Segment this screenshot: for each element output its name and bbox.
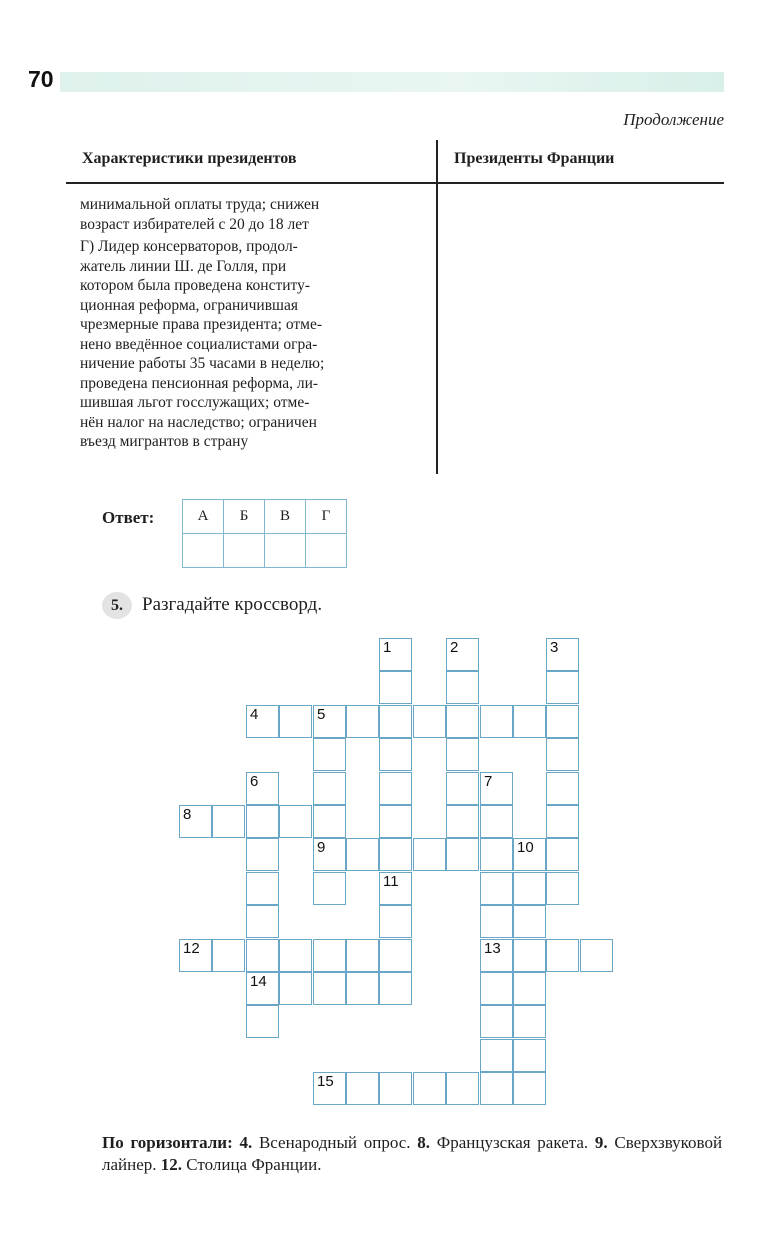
crossword-clue-number: 9 [317, 839, 326, 856]
text-line: проведена пенсионная реформа, ли- [80, 374, 319, 392]
crossword-cell[interactable] [279, 805, 312, 838]
text-line: жатель линии Ш. де Голля, при [80, 257, 287, 275]
text-line: нён налог на наследство; ограничен [80, 413, 317, 431]
crossword-cell[interactable] [480, 1039, 513, 1072]
crossword-cell[interactable] [546, 772, 579, 805]
crossword-cell[interactable] [212, 939, 245, 972]
continuation-label: Продолжение [623, 110, 724, 129]
crossword-clue-number: 8 [183, 806, 192, 823]
crossword-clue-number: 1 [383, 639, 392, 656]
crossword-cell[interactable] [446, 838, 479, 871]
crossword-cell[interactable] [480, 939, 513, 972]
table-header-rule [66, 182, 724, 184]
column-header-characteristics: Характеристики президентов [82, 150, 297, 167]
crossword-cell[interactable] [313, 838, 346, 871]
crossword-clue-number: 2 [450, 639, 459, 656]
crossword-cell[interactable] [480, 1005, 513, 1038]
crossword-cell[interactable] [413, 705, 446, 738]
text-line: возраст избирателей с 20 до 18 лет [80, 215, 309, 233]
clues-heading: По горизонтали: [102, 1133, 233, 1152]
clue-text: Сверхзвуковой лайнер. [102, 1133, 723, 1174]
text-line: ничение работы 35 часами в неделю; [80, 355, 325, 372]
crossword-cell[interactable] [313, 872, 346, 905]
crossword-cell[interactable] [313, 805, 346, 838]
crossword-cell[interactable] [513, 939, 546, 972]
answer-label: Ответ: [102, 508, 155, 527]
crossword-cell[interactable] [513, 905, 546, 938]
crossword-cell[interactable] [279, 972, 312, 1005]
crossword-cell[interactable] [313, 1072, 346, 1105]
text-line: котором была проведена конститу- [80, 277, 311, 294]
crossword-cell[interactable] [446, 638, 479, 671]
crossword-cell[interactable] [513, 1005, 546, 1038]
crossword-cell[interactable] [313, 705, 346, 738]
answer-cell-b[interactable] [224, 534, 265, 568]
answer-cell-g[interactable] [306, 534, 347, 568]
crossword-cell[interactable] [480, 905, 513, 938]
crossword-clue-number: 12 [183, 940, 200, 957]
crossword-cell[interactable] [446, 1072, 479, 1105]
answer-table [182, 499, 347, 568]
crossword-cell[interactable] [546, 671, 579, 704]
crossword-cell[interactable] [513, 872, 546, 905]
crossword-cell[interactable] [346, 1072, 379, 1105]
crossword-cell[interactable] [513, 838, 546, 871]
clues-paragraph [102, 1132, 722, 1176]
crossword-cell[interactable] [379, 905, 412, 938]
crossword-cell[interactable] [480, 805, 513, 838]
text-line: чрезмерные права президента; отме- [80, 316, 322, 333]
crossword-cell[interactable] [246, 872, 279, 905]
clue-text: Столица Франции. [186, 1155, 322, 1174]
crossword-cell[interactable] [379, 872, 412, 905]
crossword-clue-number: 4 [250, 706, 259, 723]
answer-header-g: Г [306, 500, 347, 534]
crossword-clue-number: 14 [250, 973, 267, 990]
text-line: Г) Лидер консерваторов, продол- [80, 238, 298, 255]
crossword-cell[interactable] [546, 738, 579, 771]
crossword-cell[interactable] [246, 838, 279, 871]
crossword-cell[interactable] [379, 972, 412, 1005]
crossword-cell[interactable] [313, 738, 346, 771]
crossword-clue-number: 10 [517, 839, 534, 856]
crossword-cell[interactable] [313, 772, 346, 805]
crossword-cell[interactable] [346, 972, 379, 1005]
crossword-cell[interactable] [279, 939, 312, 972]
crossword-clue-number: 3 [550, 639, 559, 656]
answer-cell-v[interactable] [265, 534, 306, 568]
crossword-cell[interactable] [513, 972, 546, 1005]
crossword-cell[interactable] [313, 972, 346, 1005]
clue-number: 8. [417, 1133, 431, 1152]
crossword-cell[interactable] [246, 705, 279, 738]
crossword-cell[interactable] [546, 638, 579, 671]
crossword-cell[interactable] [446, 671, 479, 704]
crossword-cell[interactable] [379, 1072, 412, 1105]
crossword-cell[interactable] [313, 939, 346, 972]
crossword-cell[interactable] [246, 939, 279, 972]
crossword-cell[interactable] [346, 705, 379, 738]
table-column-rule [436, 140, 438, 474]
answer-cell-a[interactable] [183, 534, 224, 568]
task-instruction: Разгадайте кроссворд. [142, 594, 323, 615]
crossword-cell[interactable] [413, 838, 446, 871]
header-band [60, 72, 724, 92]
crossword-clue-number: 13 [484, 940, 501, 957]
crossword-cell[interactable] [546, 872, 579, 905]
crossword-clue-number: 7 [484, 773, 493, 790]
crossword-cell[interactable] [446, 805, 479, 838]
text-line: шившая льгот госслужащих; отме- [80, 394, 310, 411]
crossword-cell[interactable] [346, 838, 379, 871]
text-line: въезд мигрантов в страну [80, 433, 249, 450]
crossword-cell[interactable] [246, 972, 279, 1005]
crossword-cell[interactable] [379, 805, 412, 838]
answer-header-a: А [183, 500, 224, 534]
crossword-clue-number: 15 [317, 1073, 334, 1090]
crossword-cell[interactable] [346, 939, 379, 972]
crossword-cell[interactable] [379, 772, 412, 805]
crossword-cell[interactable] [413, 1072, 446, 1105]
text-line: минимальной оплаты труда; снижен [80, 196, 320, 213]
crossword-cell[interactable] [446, 705, 479, 738]
crossword-cell[interactable] [546, 805, 579, 838]
crossword-cell[interactable] [480, 772, 513, 805]
crossword-cell[interactable] [480, 972, 513, 1005]
crossword-cell[interactable] [246, 905, 279, 938]
crossword-cell[interactable] [379, 838, 412, 871]
crossword-cell[interactable] [379, 638, 412, 671]
crossword-cell[interactable] [480, 872, 513, 905]
text-line: нено введённое социалистами огра- [80, 335, 318, 353]
answer-header-v: В [265, 500, 306, 534]
task-number-badge: 5. [102, 592, 132, 619]
clue-number: 12. [160, 1155, 183, 1174]
crossword-cell[interactable] [513, 705, 546, 738]
crossword-clue-number: 6 [250, 773, 259, 790]
crossword-cell[interactable] [546, 705, 579, 738]
crossword-cell[interactable] [513, 1039, 546, 1072]
crossword-cell[interactable] [446, 738, 479, 771]
clue-number: 4. [239, 1133, 253, 1152]
crossword-cell[interactable] [513, 1072, 546, 1105]
crossword-cell[interactable] [246, 805, 279, 838]
page-number: 70 [28, 66, 54, 92]
crossword-cell[interactable] [246, 772, 279, 805]
crossword-cell[interactable] [580, 939, 613, 972]
characteristics-text [80, 195, 420, 452]
crossword-cell[interactable] [480, 705, 513, 738]
crossword-cell[interactable] [480, 838, 513, 871]
clue-number: 9. [594, 1133, 608, 1152]
crossword-cell[interactable] [379, 939, 412, 972]
crossword-cell[interactable] [279, 705, 312, 738]
clue-text: Всенародный опрос. [258, 1133, 411, 1152]
column-header-presidents: Президенты Франции [454, 150, 615, 167]
crossword-cell[interactable] [379, 705, 412, 738]
crossword-cell[interactable] [179, 805, 212, 838]
clue-text: Французская ракета. [436, 1133, 589, 1152]
answer-header-b: Б [224, 500, 265, 534]
crossword-cell[interactable] [546, 838, 579, 871]
text-line: ционная реформа, ограничившая [80, 296, 298, 314]
crossword-cell[interactable] [179, 939, 212, 972]
crossword-cell[interactable] [546, 939, 579, 972]
crossword-cell[interactable] [246, 1005, 279, 1038]
crossword-clue-number: 5 [317, 706, 326, 723]
crossword-cell[interactable] [212, 805, 245, 838]
crossword-cell[interactable] [379, 671, 412, 704]
crossword-cell[interactable] [446, 772, 479, 805]
crossword-cell[interactable] [379, 738, 412, 771]
crossword-clue-number: 11 [383, 873, 399, 890]
crossword-cell[interactable] [480, 1072, 513, 1105]
